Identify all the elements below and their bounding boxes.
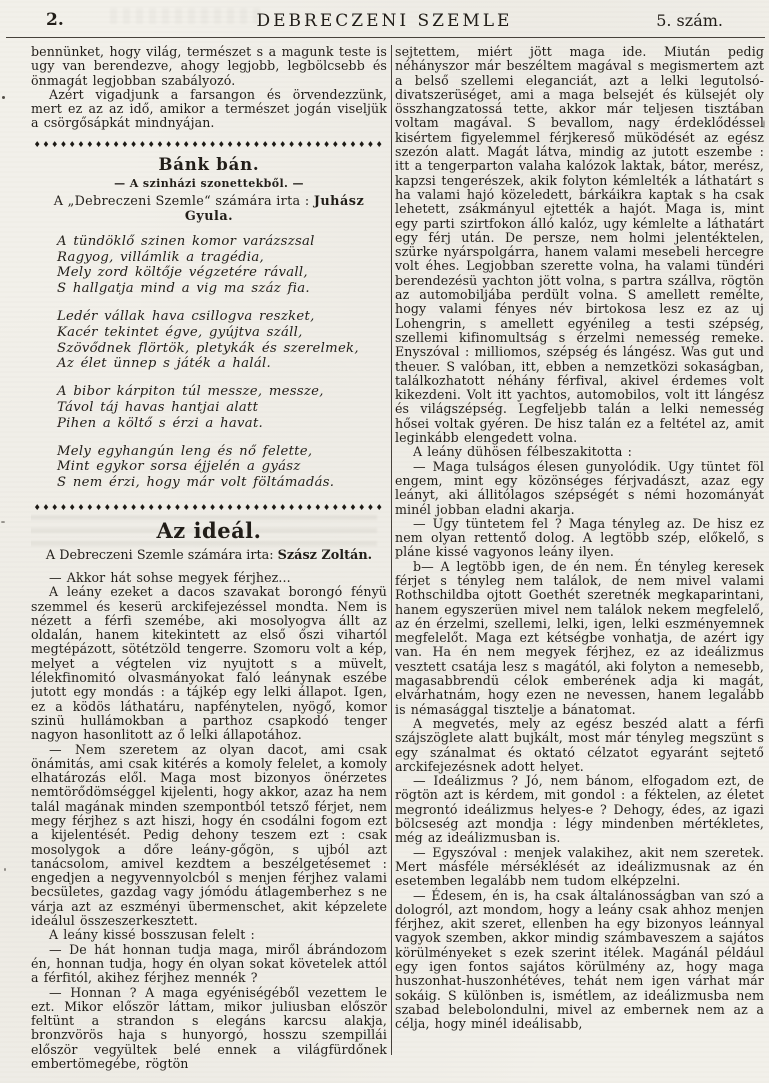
poem [57,234,387,491]
paragraph: — Honnan ? A maga egyéniségéből vezettem le ezt. Mikor először láttam, mikor juliusban először feltünt a strandon s elegáns karcsu alakja, bronzvörös haja s hunyorgó, hosszu szempillái először vegyültek belé ennek a világfürdőnek embertömegébe, rögtön [31,984,387,1072]
article-byline [31,548,387,563]
poem-stanza [57,234,387,297]
poem-line: S hallgatja mind a vig ma száz fia. [57,281,310,297]
article-byline [31,194,387,224]
poem-stanza [57,384,387,431]
diamond-divider: ♦♦♦♦♦♦♦♦♦♦♦♦♦♦♦♦♦♦♦♦♦♦♦♦♦♦♦♦♦♦♦♦♦♦♦♦♦♦♦♦ [33,139,385,149]
paragraph: — Ideálizmus ? Jó, nem bánom, elfogadom ezt, de rögtön azt is kérdem, mit gondol : a féktelen, az életet megrontó ideálizmus helyes-e ? Dehogy, édes, az igazi bölcseség azt mondja : légy mindenben mértékletes, még az ideálizmusban is. [395,773,764,846]
paragraph: — Nem szeretem az olyan dacot, ami csak önámitás, ami csak kitérés a komoly felelet, a komoly elhatározás elől. Maga most bizonyos önérzetes nemtörődömséggel kijelenti, hogy akkor, azaz ha nem talál magának minden szempontból tetsző férjet, nem megy férjhez s azt hiszi, hogy én csodálni fogom ezt a kijelentését. Pedig dehony teszem ezt : csak mosolygok a dőre leány-gőgön, s ujból azt tanácsolom, amivel kezdtem a beszélgetésemet : engedjen a negyvennyolcból s menjen férjhez valami becsületes, gazdag vagy jómódu átlagemberhez s ne várja azt az eszményi übermenschet, akit képzelete ideálul összeszerkesztett. [31,741,387,929]
article-bank-ban [31,155,387,491]
column-right [395,45,764,1083]
column-layout [0,45,769,1083]
poem-line: Mint egykor sorsa éjjelén a gyász [57,459,301,475]
byline-author: Szász Zoltán. [277,547,373,563]
poem-stanza [57,309,387,372]
paragraph: — Egyszóval : menjek valakihez, akit nem szeretek. Mert másféle mérséklését az ideálizmusnak az én esetemben legalább nem tudom elképzelni. [395,844,764,889]
poem-line: S nem érzi, hogy már volt föltámadás. [57,475,335,491]
issue-number: 5. szám. [656,11,723,30]
article-title: Bánk bán. [158,154,260,174]
paragraph: — De hát honnan tudja maga, miről ábrándozom én, honnan tudja, hogy én olyan sokat követelek attól a férfitól, akihez férjhez mennék ? [31,941,387,986]
paragraph: A megvetés, mely az egész beszéd alatt a férfi szájszöglete alatt bujkált, most már tényleg megszünt s egy szánalmat és oktató célzatot egyaránt sejtető arckifejezésnek adott helyet. [395,715,764,774]
poem-line: Ledér vállak hava csillogva reszket, [57,308,315,324]
article-title: Az ideál. [156,517,262,543]
poem-line: Távol táj havas hantjai alatt [57,399,259,415]
article-az-ideal [31,518,387,1071]
scan-speck [763,120,765,128]
column-divider-rule [391,45,392,1055]
poem-line: Mely zord költője végzetére rávall, [57,265,308,281]
article-subtitle: — A szinházi szonettekből. — [114,176,304,190]
paragraph: sejtettem, miért jött maga ide. Miután pedig néhányszor már beszéltem magával s megismertem azt a belső szellemi eleganciát, azt a lelki legutolsó-divatszerüséget, ami a maga belsejét és külsejét oly összhangzatossá tette, akkor már teljesen tisztában voltam magával. S bevallom, nagy érdeklődéssel kisértem figyelemmel férjkereső müködését az egész szezón alatt. Magát látva, mindig az jutott eszembe : itt a tengerparton valaha kalózok laktak, bátor, merész, kapzsi tengerészek, akik folyton kémlelték a láthatárt s ha valami hajó közeledett, bárkáikra kaptak s ha csak lehetett, zsákmányul ejtették a hajót. Maga is, mint egy parti szirtfokon álló kalóz, ugy kémlelte a láthatárt egy férj után. De persze, nem holmi jelentéktelen, szürke nyárspolgárra, hanem valami mesebeli hercegre volt éhes. Legjobban szerette volna, ha valami tündéri berendezésü yachton jött volna, s partra szállva, rögtön az automobiljába perdült volna. S amellett remélte, hogy valami fényes név birtokosa lesz ez az uj Lohengrin, s amellett egyénileg a testi szépség, szellemi kifinomultság s érzelmi nemesség remeke. Enyszóval : milliomos, szépség és lángész. Was gut und theuer. S valóban, itt, ebben a nemzetközi sokaságban, találkozhatott néhány férfival, akivel érdemes volt kikezdeni. Volt itt yachtos, automobilos, volt itt lángész és világszépség. Legfeljebb talán a lelki nemesség hősei voltak gyéren. De hisz talán ez a feltétel az, amit leginkább elengedett volna. [395,45,764,446]
poem-line: Ragyog, villámlik a tragédia, [57,249,265,265]
poem-line: Kacér tekintet égve, gyújtva száll, [57,324,303,340]
poem-line: A bibor kárpiton túl messze, messze, [57,384,324,400]
scan-speck [1,521,5,523]
paragraph: A leány kissé bosszusan felelt : [49,927,255,943]
paragraph: — Édesem, én is, ha csak általánosságban van szó a dologról, azt mondom, hogy a leány csak ahhoz menjen férjhez, akit szeret, ellenben ha egy bizonyos leánnyal vagyok szemben, akkor mindig számbaveszem a sajátos körülményeket s ezek szerint itélek. Magánál például egy igen fontos sajátos körülmény az, hogy maga huszonhat-huszonhétéves, tehát nem igen várhat már sokáig. S különben is, ismétlem, az ideálizmusba nem szabad belebolondulni, mivel az embernek nem az a célja, hogy minél ideálisabb, [395,887,764,1032]
paragraph: — Maga tulságos élesen gunyolódik. Ugy tüntet föl engem, mint egy közönséges férjvadászt, azaz egy leányt, aki állitólagos szépségét s némi hozományát minél jobban eladni akarja. [395,458,764,517]
paragraph: — Ugy tüntetem fel ? Maga tényleg az. De hisz ez nem olyan rettentő dolog. A legtöbb szép, előkelő, s pláne kissé vagyonos leány ilyen. [395,515,764,560]
poem-line: A tündöklő szinen komor varázszsal [57,233,315,249]
poem-line: Pihen a költő s érzi a havat. [57,415,264,431]
byline-author: Juhász Gyula. [184,193,365,224]
scan-speck [4,868,6,871]
poem-line: Mely egyhangún leng és nő felette, [57,443,313,459]
paragraph: b— A legtöbb igen, de én nem. Én tényleg keresek férjet s tényleg nem találok, de nem mivel valami Rothschildba ojtott Goethét szeretnék megkaparintani, hanem egyszerüen mivel nem találok nekem megfelelő, az én érzelmi, szellemi, lelki, igen, lelki eszményemnek megfelelőt. Maga ezt kétségbe vonhatja, de azért igy van. Ha én nem megyek férjhez, ez az ideálizmus vesztett csatája lesz s magától, aki folyton a nemesebb, magasabbrendü célok emberének adja ki magát, elvárhatnám, hogy ezen ne nevessen, hanem legalább is némasággal tisztelje a bánatomat. [395,558,764,717]
column-left [31,45,387,1083]
byline-prefix: A „Debreczeni Szemle“ számára irta : [53,193,314,209]
masthead-title: DEBRECZENI SZEMLE [256,11,513,31]
poem-line: Az élet ünnep s játék a halál. [57,356,271,372]
paragraph: — Akkor hát sohse megyek férjhez... [49,569,291,585]
diamond-divider: ♦♦♦♦♦♦♦♦♦♦♦♦♦♦♦♦♦♦♦♦♦♦♦♦♦♦♦♦♦♦♦♦♦♦♦♦♦♦♦♦ [33,502,385,512]
paragraph: A leány dühösen félbeszakitotta : [413,444,632,460]
scan-speck [2,96,5,99]
byline-prefix: A Debreczeni Szemle számára irta: [45,547,278,563]
intro-paragraph: bennünket, hogy világ, természet s a magunk teste is ugy van berendezve, ahogy legjobb, legbölcsebb és önmagát legjobban szabályozó. [31,45,387,88]
intro-paragraph: Azért vigadjunk a farsangon és örvendezzünk, mert ez az az idő, amikor a természet jogán viseljük a csörgősápkát mindnyájan. [31,86,387,131]
paragraph: A leány ezeket a dacos szavakat borongó fényü szemmel és keserü arckifejezéssel mondta. Nem is nézett a férfi szemébe, aki mosolyogva állt az oldalán, hanem kitekintett az első őszi vihartól megtépázott, sötétzöld tengerre. Szomoru volt a kép, melyet a végtelen viz nyujtott s a müvelt, lélekfinomitó olvasmányokat faló leánynak eszébe jutott egy mondás : a tájkép egy lelki állapot. Igen, ez a ködös láthatáru, napfénytelen, nyögő, komor szinü hullámokban a parthoz csapkodó tenger nagyon hasonlitott az ő lelki állapotához. [31,584,387,743]
page-header [0,0,769,39]
page-number: 2. [46,10,64,30]
header-rule [6,37,765,38]
poem-line: Szövődnek flörtök, pletykák és szerelmek, [57,340,359,356]
article-header [31,518,387,563]
poem-stanza [57,444,387,491]
